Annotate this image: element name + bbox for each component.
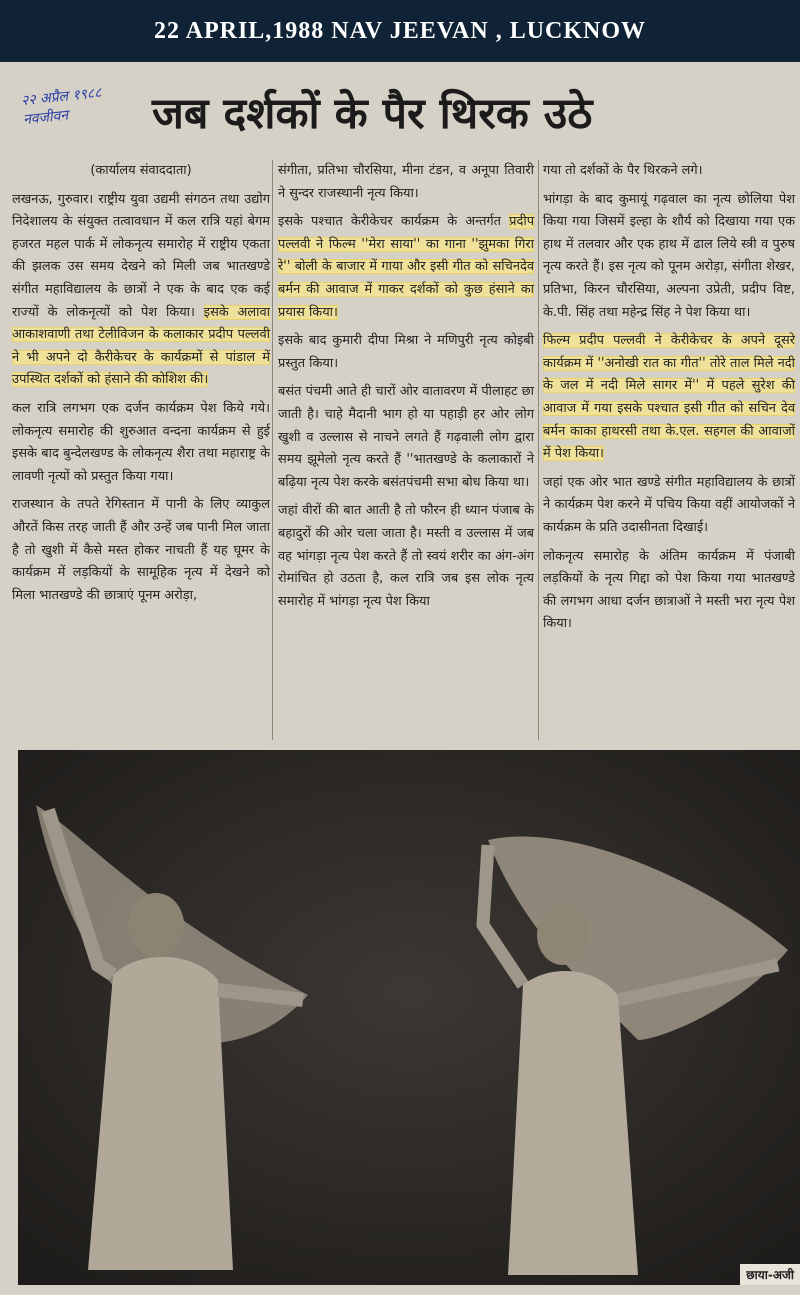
article-column-3 <box>543 160 795 642</box>
banner-title: 22 APRIL,1988 NAV JEEVAN , LUCKNOW <box>153 17 647 44</box>
dancers-illustration <box>18 750 800 1285</box>
paragraph <box>543 330 795 466</box>
paragraph <box>278 211 534 324</box>
date-banner <box>0 0 800 62</box>
paragraph-text: लखनऊ, गुरुवार। राष्ट्रीय युवा उद्यमी संगठन तथा उद्योग निदेशालय के संयुक्त तत्वावधान में कल रात्रि यहां बेगम हजरत महल पार्क में लोकनृत्य समारोह में राष्ट्रीय एकता की झलक उस समय देखने को मिली जब भातखण्डे संगीत महाविद्यालय के छात्रों ने एक के बाद एक कई राज्यों के लोकनृत्यों को पेश किया। <box>12 191 270 320</box>
photo-credit: छाया-अजी <box>740 1264 800 1285</box>
highlighted-text: प्रदीप पल्लवी ने फिल्म ''मेरा साया'' का गाना ''झुमका गिरा रे'' बोली के बाजार में गाया और इसी गीत को सचिनदेव बर्मन की आवाज में गाकर दर्शकों को कुछ हंसाने का प्रयास किया। <box>278 214 535 320</box>
left-dancer-arm <box>218 990 303 1000</box>
paragraph: जहां एक ओर भात खण्डे संगीत महाविद्यालय के छात्रों ने कार्यक्रम पेश करने में पचिय किया वहीं आयोजकों ने कार्यक्रम के प्रति उदासीनता दिखाई। <box>543 474 795 535</box>
paragraph: लोकनृत्य समारोह के अंतिम कार्यक्रम में पंजाबी लड़कियों के नृत्य गिद्दा को पेश किया गया भातखण्डे की लगभग आधा दर्जन छात्राओं ने मस्ती भरा नृत्य पेश किया। <box>543 548 795 632</box>
handwritten-source: नवजीवन <box>22 107 69 129</box>
article-column-2 <box>278 160 534 619</box>
paragraph: बसंत पंचमी आते ही चारों ओर वातावरण में पीलाहट छा जाती है। चाहे मैदानी भाग हो या पहाड़ी हर ओर लोग खुशी व उल्लास से नाचने लगते हैं गढ़वाली लोग द्वारा समय झूमेलो नृत्य करते हैं ''भातखण्डे के कलाकारों ने बढ़िया नृत्य पेश करके बसंतपंचमी सभा बोध किया था। <box>278 384 534 490</box>
column-rule <box>272 160 273 740</box>
column-rule <box>538 160 539 740</box>
paragraph: इसके बाद कुमारी दीपा मिश्रा ने मणिपुरी नृत्य कोइबी प्रस्तुत किया। <box>278 333 534 371</box>
paragraph: कल रात्रि लगभग एक दर्जन कार्यक्रम पेश किये गये। लोकनृत्य समारोह की शुरुआत वन्दना कार्यक्रम से हुई इसके बाद बुन्देलखण्ड के लोकनृत्य शैरा तथा महाराष्ट्र के लावणी नृत्यों को प्रस्तुत किया गया। <box>12 400 270 484</box>
right-dancer-body <box>508 971 638 1275</box>
paragraph: संगीता, प्रतिभा चौरसिया, मीना टंडन, व अनूपा तिवारी ने सुन्दर राजस्थानी नृत्य किया। <box>278 163 534 201</box>
right-dancer-head <box>537 905 589 965</box>
article-column-1 <box>12 160 270 613</box>
highlighted-text: फिल्म प्रदीप पल्लवी ने केरीकेचर के अपने दूसरे कार्यक्रम में ''अनोखी रात का गीत'' तोरे ताल मिले नदी के जल में नदी मिले सागर में'' में पहले सुरेश की आवाज में गया इसके पश्चात इसी गीत को सचिन देव बर्मन काका हाथरसी तथा के.एल. सहगल की आवाजों में पेश किया। <box>543 333 795 462</box>
paragraph: गया तो दर्शकों के पैर थिरकने लगे। <box>543 163 703 178</box>
paragraph <box>12 189 270 392</box>
article-headline: जब दर्शकों के पैर थिरक उठे <box>152 89 593 139</box>
paragraph: भांगड़ा के बाद कुमायूं गढ़वाल का नृत्य छोलिया पेश किया गया जिसमें इल्हा के शौर्य को दिखाया गया एक हाथ में तलवार और एक हाथ में ढाल लिये स्त्री व पुरुष नृत्य करते हैं। इस नृत्य को पूनम अरोड़ा, संगीता शेखर, प्रतिभा, किरन चौरसिया, अल्पना उप्रेती, प्रदीप विष्ट, के.पी. सिंह तथा महेन्द्र सिंह ने पेश किया था। <box>543 191 795 320</box>
paragraph: जहां वीरों की बात आती है तो फौरन ही ध्यान पंजाब के बहादुरों की ओर चला जाता है। मस्ती व उल्लास में जब वह भांगड़ा नृत्य पेश करते हैं तो स्वयं शरीर का अंग-अंग रोमांचित हो उठता है, कल रात्रि जब इस लोक नृत्य समारोह में भांगड़ा नृत्य पेश किया <box>278 503 534 609</box>
byline: (कार्यालय संवाददाता) <box>90 163 192 178</box>
left-dancer-head <box>128 893 184 957</box>
handwritten-date: २२ अप्रैल १९८८ <box>20 84 103 110</box>
paragraph: राजस्थान के तपते रेगिस्तान में पानी के लिए व्याकुल औरतें किस तरह जाती हैं और उन्हें जब पानी मिल जाता है तो खुशी में कैसे मस्त होकर नाचती हैं यह घूमर के कार्यक्रम में लड़कियों के सामूहिक नृत्य में देखने को मिला भातखण्डे की छात्राएं पूनम अरोड़ा, <box>12 497 270 603</box>
highlighted-text: इसके अलावा आकाशवाणी तथा टेलीविजन के कलाकार प्रदीप पल्लवी ने भी अपने दो कैरीकेचर के कार्यक्रमों से पांडाल में उपस्थित दर्शकों को हंसाने की कोशिश की। <box>12 304 270 388</box>
paragraph-text: इसके पश्चात केरीकेचर कार्यक्रम के अन्तर्गत <box>278 214 502 230</box>
dance-photo <box>18 750 800 1285</box>
